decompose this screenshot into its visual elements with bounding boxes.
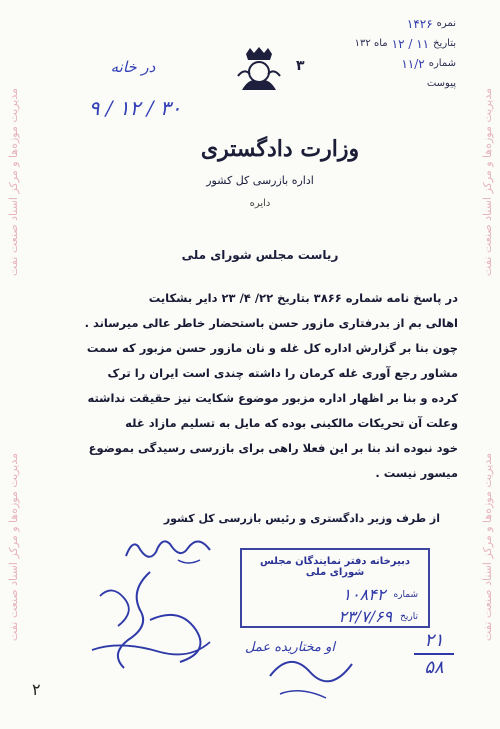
- watermark-text: مدیریت موزه‌ها و مرکز اسناد صنعت نفت: [6, 88, 20, 277]
- ministry-title: وزارت دادگستری: [200, 136, 360, 162]
- enclosure-label: پیوست: [426, 78, 456, 89]
- fraction-bottom: ۵۸: [424, 657, 444, 678]
- body-line: میسور نیست .: [375, 466, 458, 480]
- fraction-divider: [414, 653, 454, 655]
- watermark-left: [2, 0, 24, 729]
- letter-body: [58, 286, 458, 486]
- header-number-row: [246, 14, 456, 34]
- stamp-date-label: تاریخ: [400, 612, 418, 622]
- watermark-text: مدیریت موزه‌ها و مرکز اسناد صنعت نفت: [480, 88, 494, 277]
- body-line: اهالی بم از بدرفتاری مازور حسن باستحضار خاطر عالی میرساند .: [84, 316, 458, 330]
- watermark-right: [476, 0, 498, 729]
- closing-line: از طرف وزیر دادگستری و رئیس بازرسی کل کشور: [163, 512, 440, 525]
- stamp-title: دبیرخانه دفتر نمایندگان مجلس شورای ملی: [260, 556, 410, 578]
- handwritten-remark: او مختاریده عمل: [244, 640, 336, 655]
- body-line: در پاسخ نامه شماره ۳۸۶۶ بتاریخ ۲۲/ ۴/ ۲۳ دایر بشکایت: [148, 291, 458, 305]
- lion-sun-emblem-icon: [236, 46, 282, 96]
- number-label: نمره: [436, 18, 456, 29]
- attach-value: ۱۱/۲: [401, 57, 425, 71]
- fraction-top: ۲۱: [424, 630, 444, 651]
- department-line: دایره: [249, 198, 271, 209]
- body-line: مشاور رجع آوری غله کرمان را داشته چندی است ایران را ترک: [107, 366, 458, 380]
- registry-stamp: [240, 548, 430, 628]
- stamp-number-row: [252, 584, 418, 606]
- attach-label: شماره: [428, 58, 456, 69]
- body-line: وعلت آن تحریکات مالکینی بوده که مایل به تسلیم مازاد غله: [125, 416, 458, 430]
- body-line: خود نبوده اند بنا بر این فعلا راهی برای بازرسی رسیدگی بموضوع: [88, 441, 458, 455]
- date-suffix: ماه ۱۳۲: [354, 38, 388, 49]
- number-value: ۱۴۲۶: [406, 17, 433, 31]
- watermark-text: مدیریت موزه‌ها و مرکز اسناد صنعت نفت: [480, 452, 494, 641]
- stamp-number-value: ۱۰۸۴۲: [342, 585, 386, 604]
- stamp-date-value: ۲۳/۷/۶۹: [338, 607, 393, 626]
- emblem-number: ۳: [296, 58, 305, 74]
- date-label: بتاریخ: [433, 38, 456, 49]
- archive-fraction: [414, 630, 454, 678]
- office-line: اداره بازرسی کل کشور: [206, 174, 314, 187]
- watermark-text: مدیریت موزه‌ها و مرکز اسناد صنعت نفت: [6, 452, 20, 641]
- body-line: کرده و بنا بر اظهار اداره مزبور موضوع شکایت نیز حقیقت نداشته: [87, 391, 458, 405]
- stamp-number-label: شماره: [393, 590, 418, 600]
- signature-icon: [118, 530, 218, 570]
- stamp-date-row: [252, 606, 418, 628]
- page-number: ۲: [32, 680, 41, 699]
- date-value: ۱۱ / ۱۲: [391, 37, 430, 51]
- recipient-line: ریاست مجلس شورای ملی: [181, 248, 339, 262]
- margin-handwritten-note: در خانه: [110, 58, 156, 76]
- body-line: چون بنا بر گزارش اداره کل غله و نان مازور حسن مزبور که سمت: [86, 341, 458, 355]
- margin-handwritten-date: ۹ / ۱۲ / ۳۰: [88, 96, 182, 120]
